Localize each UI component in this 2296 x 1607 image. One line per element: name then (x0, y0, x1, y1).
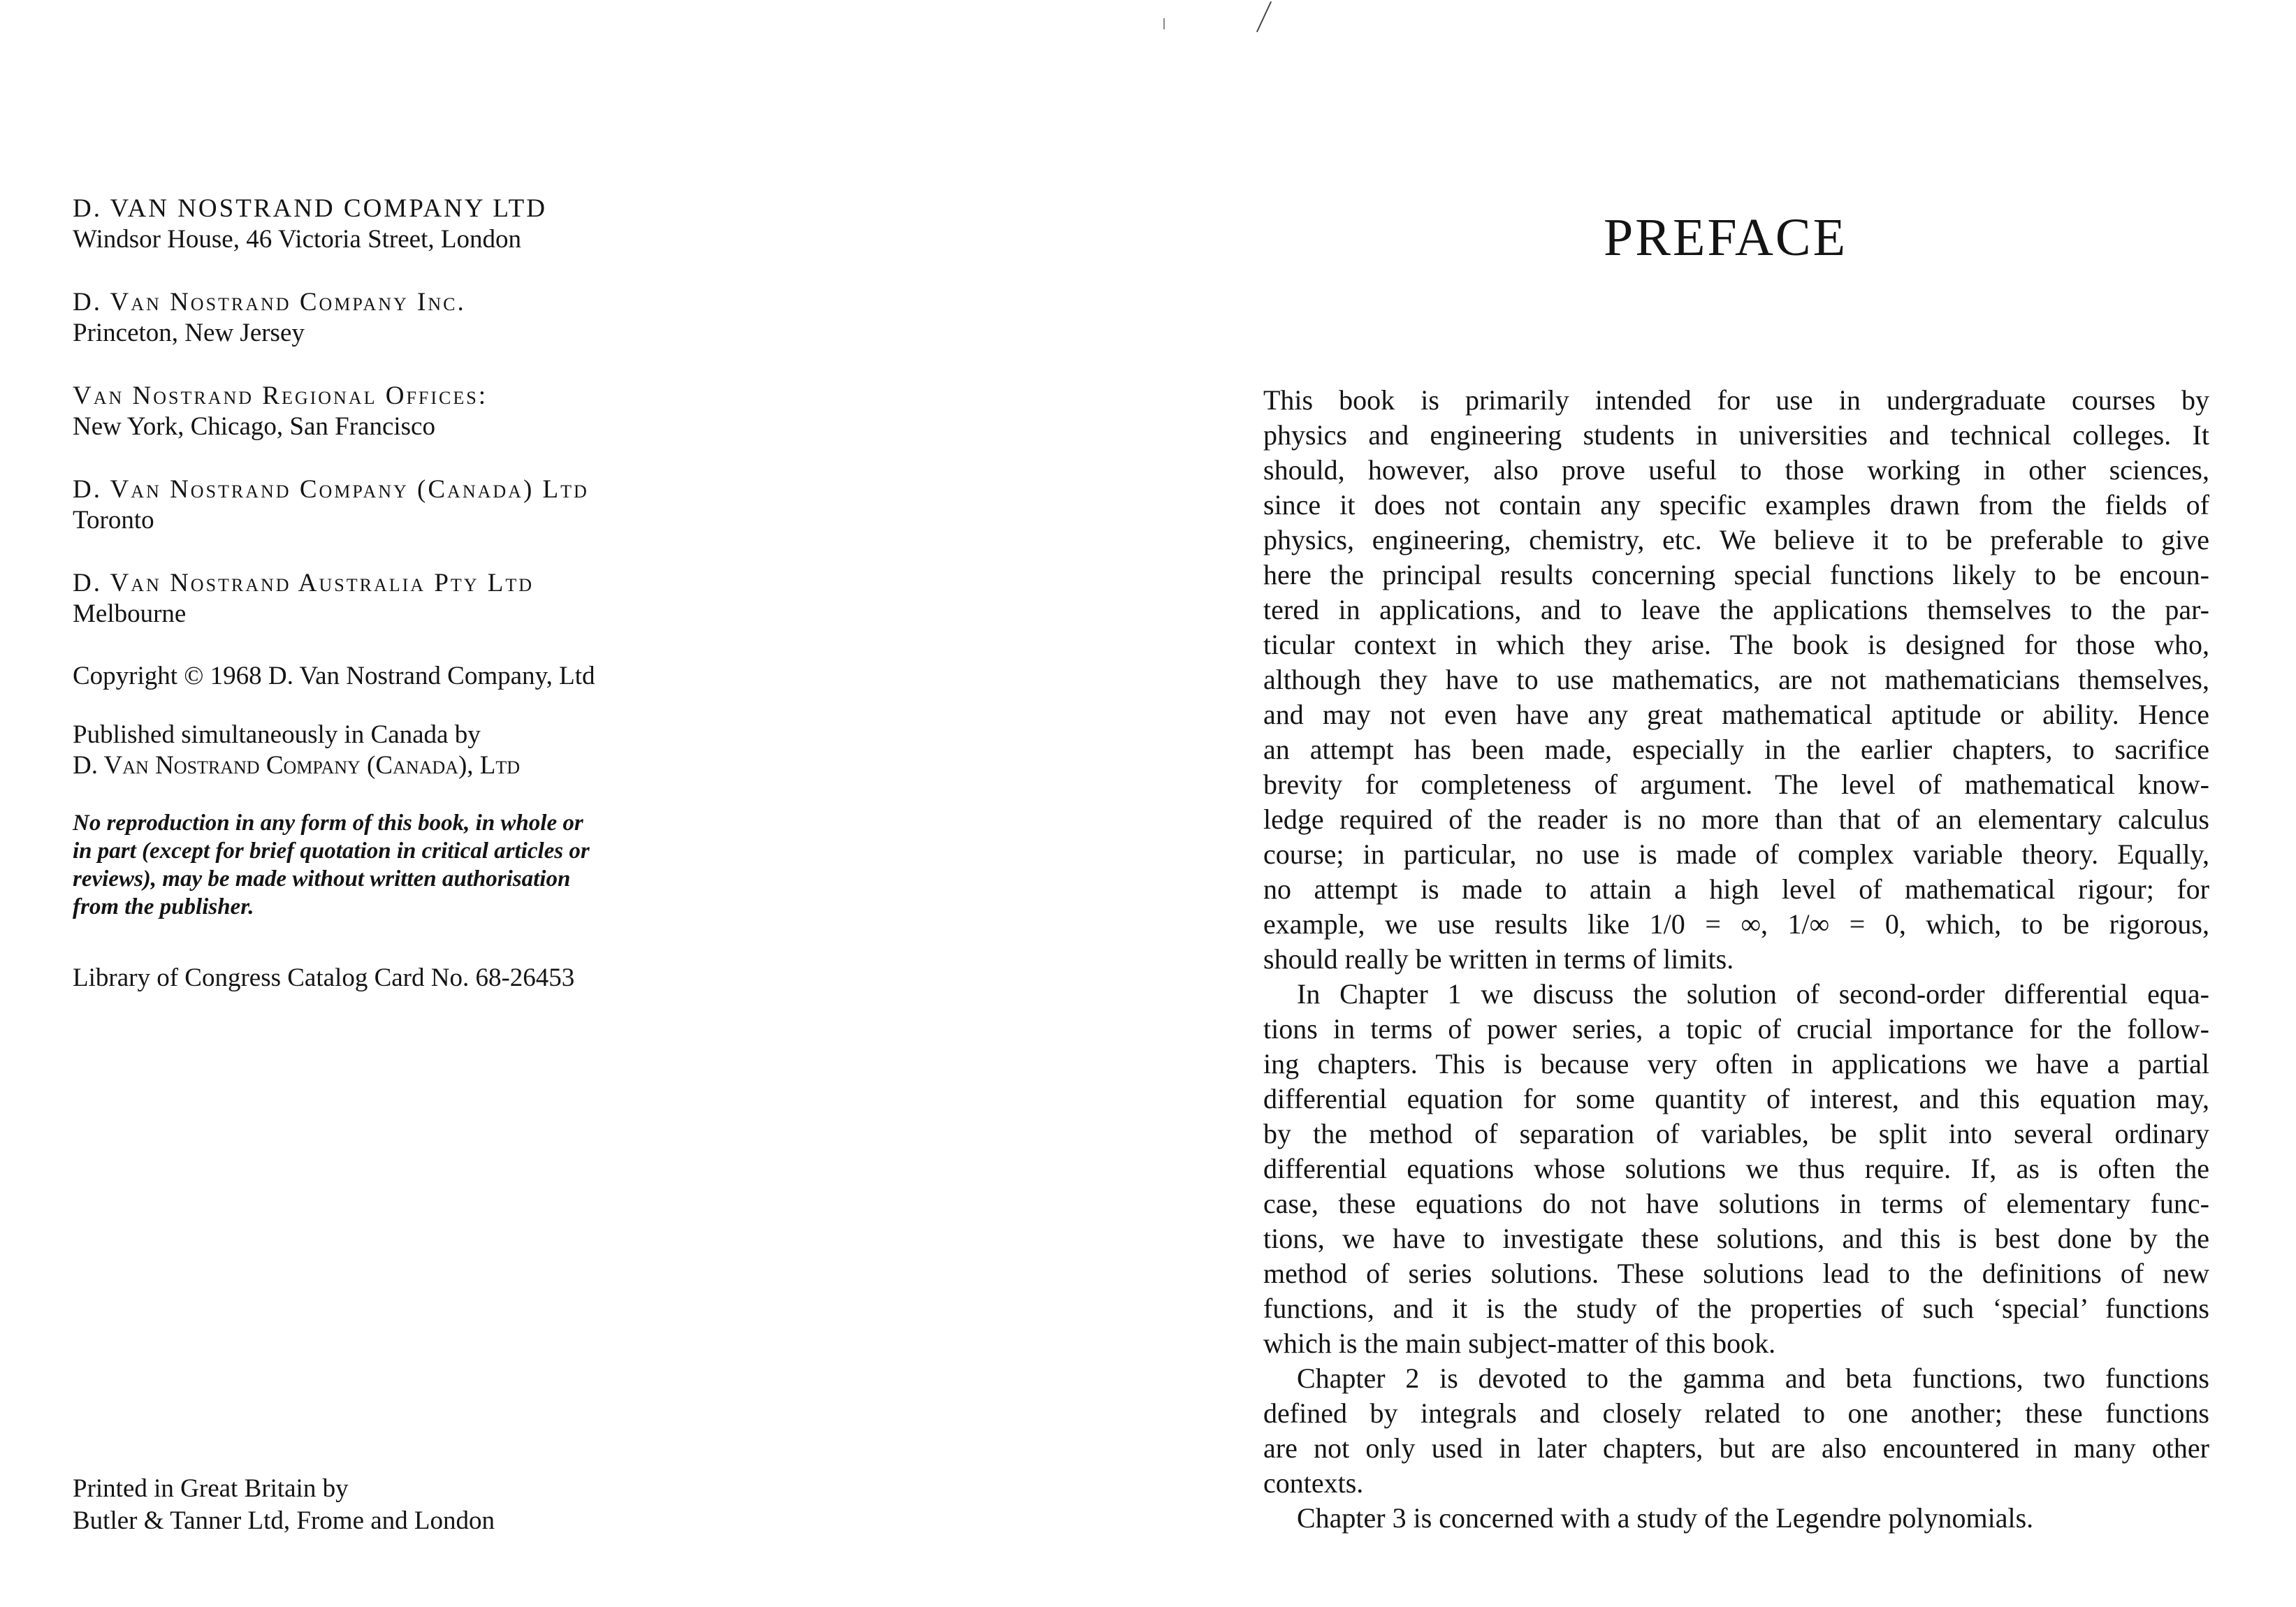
publisher-name (73, 474, 757, 506)
publisher-name-text: D. Van Nostrand Company Inc. (73, 288, 466, 317)
preface-line: In Chapter 1 we discuss the solution of second-order differential equa- (1297, 978, 2209, 1010)
published-line: Published simultaneously in Canada by (73, 720, 481, 749)
preface-line: are not only used in later chapters, but are also encountered in many other (1263, 1432, 2209, 1464)
published-line: D. Van Nostrand Company (Canada), Ltd (73, 751, 521, 780)
preface-body (1263, 383, 2209, 1536)
printer-line: Printed in Great Britain by (73, 1474, 349, 1503)
preface-line: which is the main subject-matter of this book. (1263, 1328, 1776, 1359)
publisher-location: Melbourne (73, 599, 187, 628)
publisher-block (73, 567, 757, 629)
preface-line: ing chapters. This is because very often in applications we have a partial (1263, 1048, 2209, 1079)
publisher-block (73, 474, 757, 535)
publisher-name-text: Van Nostrand Regional Offices: (73, 381, 488, 410)
preface-line: case, these equations do not have solutions in terms of elementary func- (1263, 1188, 2209, 1219)
rights-line: from the publisher. (73, 894, 254, 919)
preface-line: differential equation for some quantity of interest, and this equation may, (1263, 1083, 2209, 1114)
printer-notice (73, 1473, 495, 1537)
rights-notice (73, 809, 702, 921)
publisher-block (73, 286, 757, 348)
preface-line: ticular context in which they arise. The book is designed for those who, (1263, 629, 2209, 660)
scan-slash-mark (1256, 1, 1272, 32)
scan-tick-mark (1163, 18, 1165, 29)
preface-line: example, we use results like 1/0 = ∞, 1/∞ = 0, which, to be rigorous, (1263, 908, 2209, 940)
preface-line: Chapter 2 is devoted to the gamma and beta functions, two functions (1297, 1362, 2209, 1394)
preface-line: differential equations whose solutions we thus require. If, as is often the (1263, 1153, 2209, 1184)
publisher-block (73, 193, 757, 254)
preface-line: since it does not contain any specific examples drawn from the fields of (1263, 489, 2209, 521)
rights-line: reviews), may be made without written authorisation (73, 866, 571, 892)
imprint-page (73, 193, 757, 994)
preface-line: method of series solutions. These solutions lead to the definitions of new (1263, 1258, 2209, 1289)
preface-line: although they have to use mathematics, are not mathematicians themselves, (1263, 664, 2209, 695)
preface-line: here the principal results concerning special functions likely to be encoun- (1263, 559, 2209, 590)
publisher-name: D. VAN NOSTRAND COMPANY LTD (73, 194, 547, 223)
printer-line: Butler & Tanner Ltd, Frome and London (73, 1506, 495, 1535)
preface-line: physics, engineering, chemistry, etc. We believe it to be preferable to give (1263, 524, 2209, 555)
publisher-location: Toronto (73, 506, 154, 535)
preface-line: should really be written in terms of limits. (1263, 943, 1734, 975)
publisher-name-text: D. Van Nostrand Australia Pty Ltd (73, 569, 535, 597)
preface-line: Chapter 3 is concerned with a study of the Legendre polynomials. (1297, 1502, 2034, 1534)
preface-line: physics and engineering students in universities and technical colleges. It (1263, 419, 2209, 451)
publisher-location: Windsor House, 46 Victoria Street, London (73, 225, 521, 254)
published-notice (73, 720, 757, 781)
preface-line: ledge required of the reader is no more than that of an elementary calculus (1263, 804, 2209, 835)
preface-line: no attempt is made to attain a high level of mathematical rigour; for (1263, 873, 2209, 905)
preface-line: and may not even have any great mathematical aptitude or ability. Hence (1263, 699, 2209, 730)
rights-line: in part (except for brief quotation in critical articles or (73, 838, 590, 864)
preface-line: an attempt has been made, especially in the earlier chapters, to sacrifice (1263, 734, 2209, 765)
preface-line: defined by integrals and closely related to one another; these functions (1263, 1397, 2209, 1429)
publisher-name (73, 286, 757, 319)
preface-line: brevity for completeness of argument. The level of mathematical know- (1263, 769, 2209, 800)
publisher-location: New York, Chicago, San Francisco (73, 412, 435, 441)
publisher-location: Princeton, New Jersey (73, 319, 305, 347)
preface-line: contexts. (1263, 1467, 1364, 1499)
catalog-number: Library of Congress Catalog Card No. 68-26453 (73, 964, 575, 992)
publisher-block (73, 380, 757, 442)
preface-line: should, however, also prove useful to those working in other sciences, (1263, 454, 2209, 486)
page-title: PREFACE (1604, 208, 1848, 267)
preface-line: tions, we have to investigate these solutions, and this is best done by the (1263, 1223, 2209, 1254)
preface-line: tions in terms of power series, a topic of crucial importance for the follow- (1263, 1013, 2209, 1045)
publisher-name-text: D. Van Nostrand Company (Canada) Ltd (73, 475, 589, 504)
preface-line: This book is primarily intended for use in undergraduate courses by (1263, 384, 2209, 416)
preface-line: tered in applications, and to leave the applications themselves to the par- (1263, 594, 2209, 625)
publisher-name (73, 567, 757, 599)
rights-line: No reproduction in any form of this book, in whole or (73, 810, 583, 836)
preface-line: course; in particular, no use is made of complex variable theory. Equally, (1263, 838, 2209, 870)
preface-line: functions, and it is the study of the properties of such ‘special’ functions (1263, 1293, 2209, 1324)
preface-line: by the method of separation of variables, be split into several ordinary (1263, 1118, 2209, 1149)
copyright-notice: Copyright © 1968 D. Van Nostrand Company, Ltd (73, 662, 595, 690)
publisher-name (73, 380, 757, 412)
